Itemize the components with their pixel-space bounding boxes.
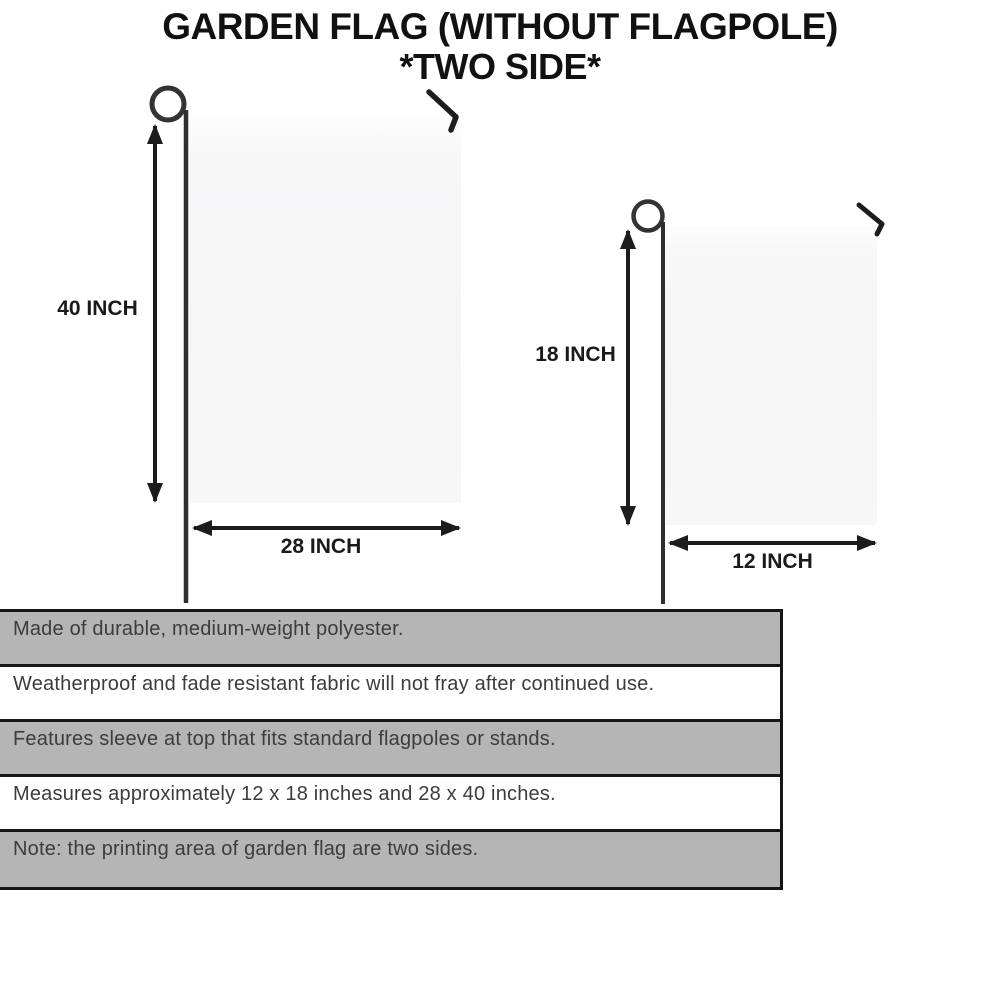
pole-loop-icon <box>152 88 184 120</box>
spec-row-sleeve: Features sleeve at top that fits standard flagpoles or stands. <box>0 722 780 777</box>
spec-row-weatherproof: Weatherproof and fade resistant fabric will not fray after continued use. <box>0 667 780 722</box>
small-flag-body <box>664 225 877 525</box>
title-line-2: *TWO SIDE* <box>399 46 601 87</box>
page-title <box>0 6 1000 86</box>
large-flag-width-label: 28 INCH <box>280 535 362 558</box>
large-flag-height-label: 40 INCH <box>57 297 138 320</box>
pole-loop-icon <box>634 202 663 231</box>
small-flag-height-label: 18 INCH <box>535 343 616 366</box>
small-flag-width-label: 12 INCH <box>732 550 813 573</box>
spec-row-measurements: Measures approximately 12 x 18 inches and 28 x 40 inches. <box>0 777 780 832</box>
title-line-1: GARDEN FLAG (WITHOUT FLAGPOLE) <box>162 6 838 47</box>
spec-row-note: Note: the printing area of garden flag are two sides. <box>0 832 780 887</box>
spec-row-material: Made of durable, medium-weight polyester. <box>0 612 780 667</box>
large-flag-body <box>190 118 461 503</box>
product-spec-table <box>0 609 783 890</box>
